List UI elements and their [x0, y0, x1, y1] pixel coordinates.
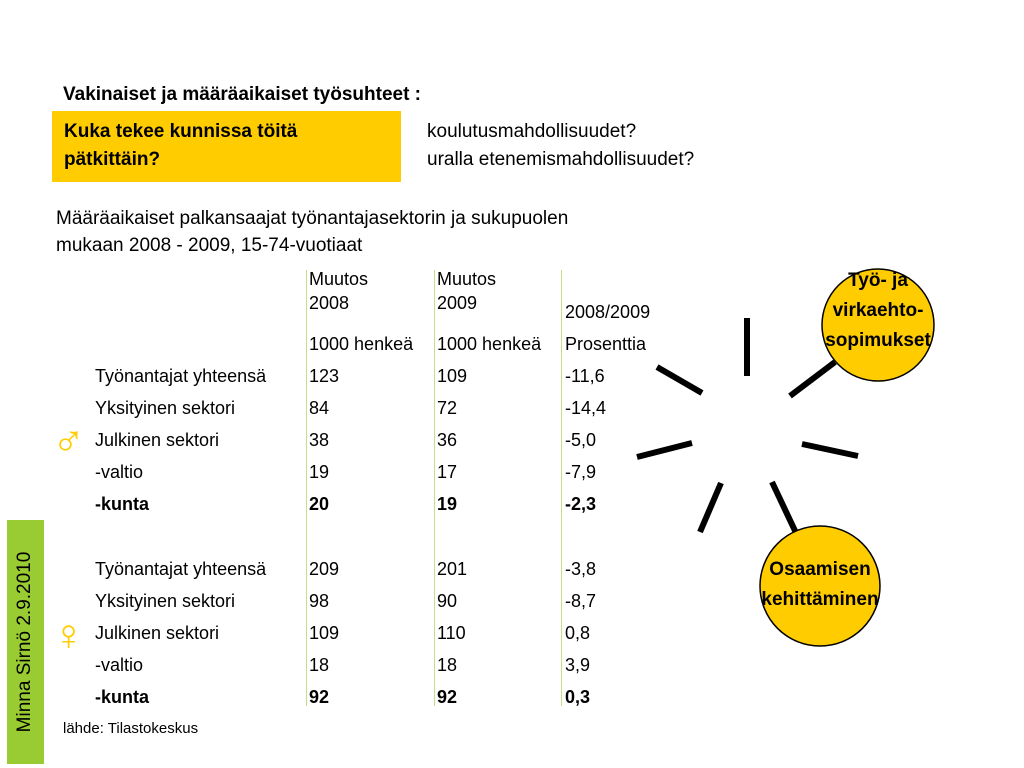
author-date-label: Minna Sirnö 2.9.2010	[14, 551, 35, 733]
row-label: Julkinen sektori	[95, 430, 220, 450]
row-label: Työnantajat yhteensä	[95, 559, 267, 579]
row-value-2009: 72	[437, 398, 458, 418]
unit-2008: 1000 henkeä	[309, 334, 414, 354]
col-header-2009	[437, 267, 496, 315]
row-value-2008: 109	[309, 623, 340, 643]
circle-label-line: Osaamisen	[769, 559, 871, 580]
row-value-pct: -11,6	[565, 366, 605, 386]
question-2: uralla etenemismahdollisuudet?	[427, 149, 695, 170]
col-header-line: 2009	[437, 293, 478, 313]
ray-line	[802, 444, 858, 456]
subtitle-line-2: mukaan 2008 - 2009, 15-74-vuotiaat	[56, 235, 363, 256]
ray-line	[657, 367, 702, 393]
ray-line	[700, 483, 721, 532]
row-value-2009: 201	[437, 559, 468, 579]
row-value-2009: 19	[437, 494, 458, 514]
row-value-2008: 20	[309, 494, 330, 514]
row-label: Julkinen sektori	[95, 623, 220, 643]
highlight-box	[52, 111, 401, 182]
source-note: lähde: Tilastokeskus	[63, 720, 199, 737]
unit-change: Prosenttia	[565, 334, 647, 354]
ray-line	[637, 443, 692, 457]
circle-label-line: sopimukset	[825, 330, 931, 351]
circle-competence-label	[740, 555, 900, 615]
ray-line	[772, 482, 797, 535]
row-value-pct: -8,7	[565, 591, 597, 611]
male-symbol-icon: ♂	[52, 417, 85, 466]
side-bar	[7, 520, 44, 764]
row-value-pct: 3,9	[565, 655, 591, 675]
row-value-2009: 90	[437, 591, 458, 611]
subtitle-line-1: Määräaikaiset palkansaajat työnantajasektorin ja sukupuolen	[56, 208, 569, 229]
row-label: -valtio	[95, 462, 144, 482]
row-value-pct: -7,9	[565, 462, 597, 482]
unit-2009: 1000 henkeä	[437, 334, 542, 354]
row-label: -valtio	[95, 655, 144, 675]
row-value-pct: 0,3	[565, 687, 591, 707]
row-value-pct: -5,0	[565, 430, 597, 450]
circle-agreements-label	[818, 266, 938, 356]
row-value-2008: 19	[309, 462, 330, 482]
row-label: -kunta	[95, 687, 149, 707]
female-symbol-icon: ♀	[52, 611, 85, 660]
highlight-line-1: Kuka tekee kunnissa töitä	[64, 121, 298, 142]
page-heading: Vakinaiset ja määräaikaiset työsuhteet :	[63, 84, 422, 105]
row-label: Yksityinen sektori	[95, 591, 236, 611]
row-label: Työnantajat yhteensä	[95, 366, 267, 386]
ray-line	[790, 362, 835, 396]
col-header-2008	[309, 267, 368, 315]
row-value-2008: 123	[309, 366, 340, 386]
row-label: Yksityinen sektori	[95, 398, 236, 418]
row-value-2008: 84	[309, 398, 330, 418]
circle-label-line: Työ- ja	[848, 270, 908, 291]
row-value-2009: 36	[437, 430, 458, 450]
row-value-2009: 92	[437, 687, 458, 707]
column-divider	[434, 270, 435, 706]
row-value-2009: 17	[437, 462, 458, 482]
circle-label-line: virkaehto-	[832, 300, 924, 321]
questions	[427, 118, 694, 174]
row-value-2008: 38	[309, 430, 330, 450]
col-header-line: Muutos	[437, 269, 497, 289]
col-header-line: Muutos	[309, 269, 369, 289]
row-value-2009: 109	[437, 366, 468, 386]
highlight-line-2: pätkittäin?	[64, 149, 161, 170]
circle-label-line: kehittäminen	[761, 589, 879, 610]
row-value-2009: 110	[437, 623, 466, 643]
row-value-pct: -14,4	[565, 398, 607, 418]
row-value-2008: 18	[309, 655, 330, 675]
row-label: -kunta	[95, 494, 149, 514]
column-divider	[561, 270, 562, 706]
row-value-2009: 18	[437, 655, 458, 675]
row-value-2008: 92	[309, 687, 330, 707]
row-value-2008: 98	[309, 591, 330, 611]
table-subtitle	[56, 205, 568, 259]
col-header-line: 2008	[309, 293, 350, 313]
row-value-pct: 0,8	[565, 623, 591, 643]
row-value-2008: 209	[309, 559, 340, 579]
col-header-change: 2008/2009	[565, 302, 651, 322]
row-value-pct: -3,8	[565, 559, 597, 579]
question-1: koulutusmahdollisuudet?	[427, 121, 637, 142]
row-value-pct: -2,3	[565, 494, 597, 514]
column-divider	[306, 270, 307, 706]
